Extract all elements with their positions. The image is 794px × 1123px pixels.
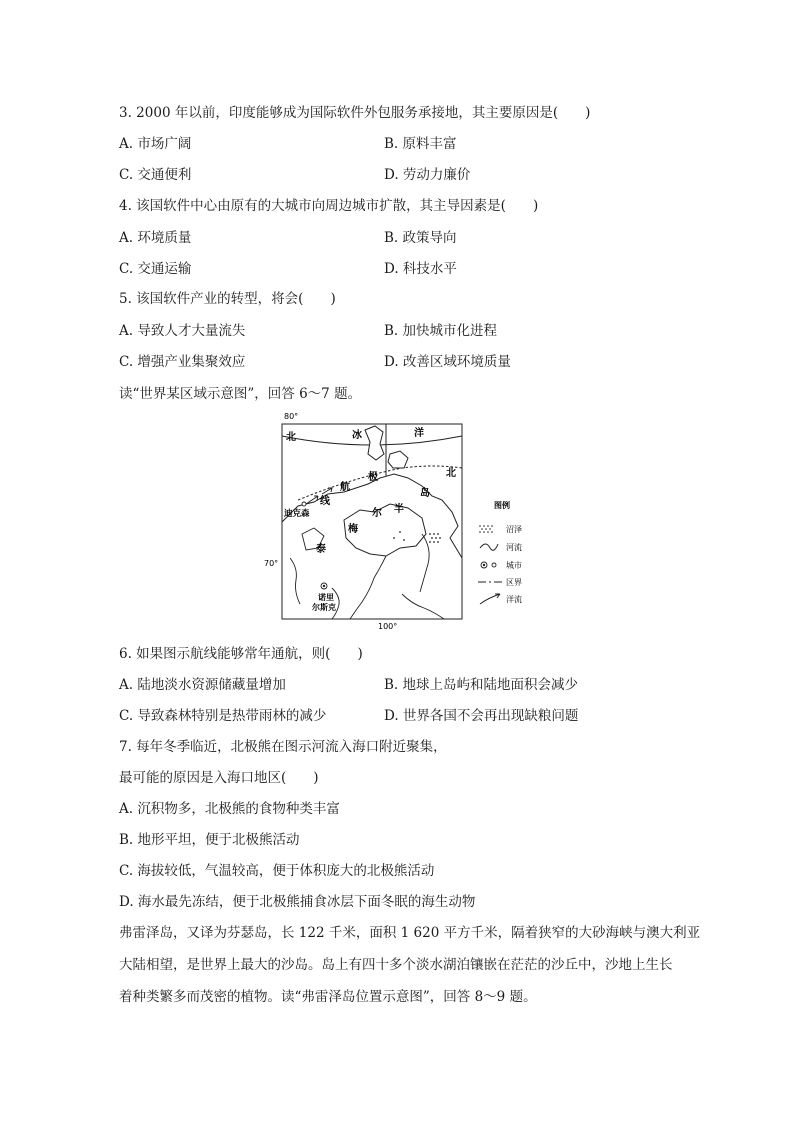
q5-option-d: D. 改善区域环境质量 (384, 354, 511, 370)
city-norilsk-label-2: 尔斯克 (312, 603, 336, 612)
q4-stem: 4. 该国软件中心由原有的大城市向周边城市扩散，其主导因素是( ) (119, 198, 539, 214)
city-dikson-marker (302, 502, 306, 506)
fraser-paragraph-line3: 着种类繁多而茂密的植物。读“弗雷泽岛位置示意图”，回答 8～9 题。 (119, 989, 537, 1005)
q6-stem: 6. 如果图示航线能够常年通航，则( ) (119, 646, 363, 662)
city-norilsk-label-1: 诺里 (318, 593, 334, 602)
lat-80-label: 80° (284, 412, 299, 421)
map-intro: 读“世界某区域示意图”，回答 6～7 题。 (119, 386, 362, 402)
q7-option-a: A. 沉积物多，北极熊的食物种类丰富 (119, 801, 340, 817)
legend-river-label: 河流 (506, 543, 522, 552)
q5-option-c: C. 增强产业集聚效应 (119, 354, 246, 370)
legend-river-icon (480, 544, 498, 550)
legend-current-icon (480, 594, 500, 604)
region-map (262, 408, 534, 634)
q3-option-c: C. 交通便利 (119, 167, 192, 183)
legend-title: 图例 (494, 501, 510, 510)
legend-marsh-label: 沼泽 (506, 525, 522, 534)
route-char-hang: 航 (340, 482, 350, 493)
legend-city-icon-small (492, 563, 496, 567)
route-char-ji: 极 (368, 472, 378, 483)
current-arrow-2 (322, 488, 332, 494)
ocean-char-3: 洋 (414, 428, 424, 439)
island-north (365, 426, 384, 460)
map-legend (478, 500, 522, 604)
route-char-xian: 线 (320, 496, 330, 507)
q4-option-a: A. 环境质量 (119, 230, 192, 246)
q3-option-a: A. 市场广阔 (119, 136, 192, 152)
legend-marsh-icon (479, 525, 493, 533)
legend-boundary-label: 区界 (506, 578, 522, 587)
legend-city-label: 城市 (506, 561, 522, 570)
legend-city-icon-dot (483, 564, 485, 566)
peninsula-char-ban: 半 (394, 504, 404, 515)
q5-option-b: B. 加快城市化进程 (384, 323, 498, 339)
q3-option-b: B. 原料丰富 (384, 136, 457, 152)
q7-option-b: B. 地形平坦，便于北极熊活动 (119, 832, 300, 848)
q4-option-d: D. 科技水平 (384, 261, 457, 277)
ocean-char-2: 冰 (352, 430, 362, 441)
city-norilsk-dot (323, 585, 325, 587)
q7-option-c: C. 海拔较低，气温较高，便于体积庞大的北极熊活动 (119, 863, 435, 879)
q7-stem-line1: 7. 每年冬季临近，北极熊在图示河流入海口附近聚集， (119, 739, 447, 755)
city-dikson-label: 迪克森 (284, 509, 310, 519)
q5-option-a: A. 导致人才大量流失 (119, 323, 246, 339)
lon-100-label: 100° (378, 622, 398, 631)
island-south (388, 451, 408, 468)
lat-70-label: 70° (264, 559, 279, 568)
legend-current-label: 洋流 (506, 595, 522, 604)
peninsula-char-tai: 泰 (316, 544, 326, 555)
q6-option-b: B. 地球上岛屿和陆地面积会减少 (384, 677, 579, 693)
q7-stem-line2: 最可能的原因是入海口地区( ) (119, 770, 319, 786)
q4-option-b: B. 政策导向 (384, 230, 457, 246)
peninsula-char-er: 尔 (372, 508, 382, 519)
fraser-paragraph-line2: 大陆相望，是世界上最大的沙岛。岛上有四十多个淡水湖泊镶嵌在茫茫的沙丘中，沙地上生长 (119, 957, 673, 973)
fraser-paragraph-line1: 弗雷泽岛，又译为芬瑟岛，长 122 千米，面积 1 620 平方千米，隔着狭窄的大砂海峡与澳大利亚 (119, 925, 701, 941)
q3-stem: 3. 2000 年以前，印度能够成为国际软件外包服务承接地，其主要原因是( ) (119, 105, 591, 121)
q6-option-c: C. 导致森林特别是热带雨林的减少 (119, 708, 327, 724)
q7-option-d: D. 海水最先冻结，便于北极熊捕食冰层下面冬眠的海生动物 (119, 894, 476, 910)
q3-option-d: D. 劳动力廉价 (384, 167, 471, 183)
q4-option-c: C. 交通运输 (119, 261, 192, 277)
q6-option-d: D. 世界各国不会再出现缺粮问题 (384, 708, 579, 724)
q5-stem: 5. 该国软件产业的转型，将会( ) (119, 291, 336, 307)
q6-option-a: A. 陆地淡水资源储藏量增加 (119, 677, 286, 693)
route-char-bei: 北 (446, 468, 456, 479)
peninsula-char-mei: 梅 (348, 524, 358, 535)
ocean-char-1: 北 (286, 432, 296, 443)
peninsula-char-dao: 岛 (420, 488, 430, 499)
